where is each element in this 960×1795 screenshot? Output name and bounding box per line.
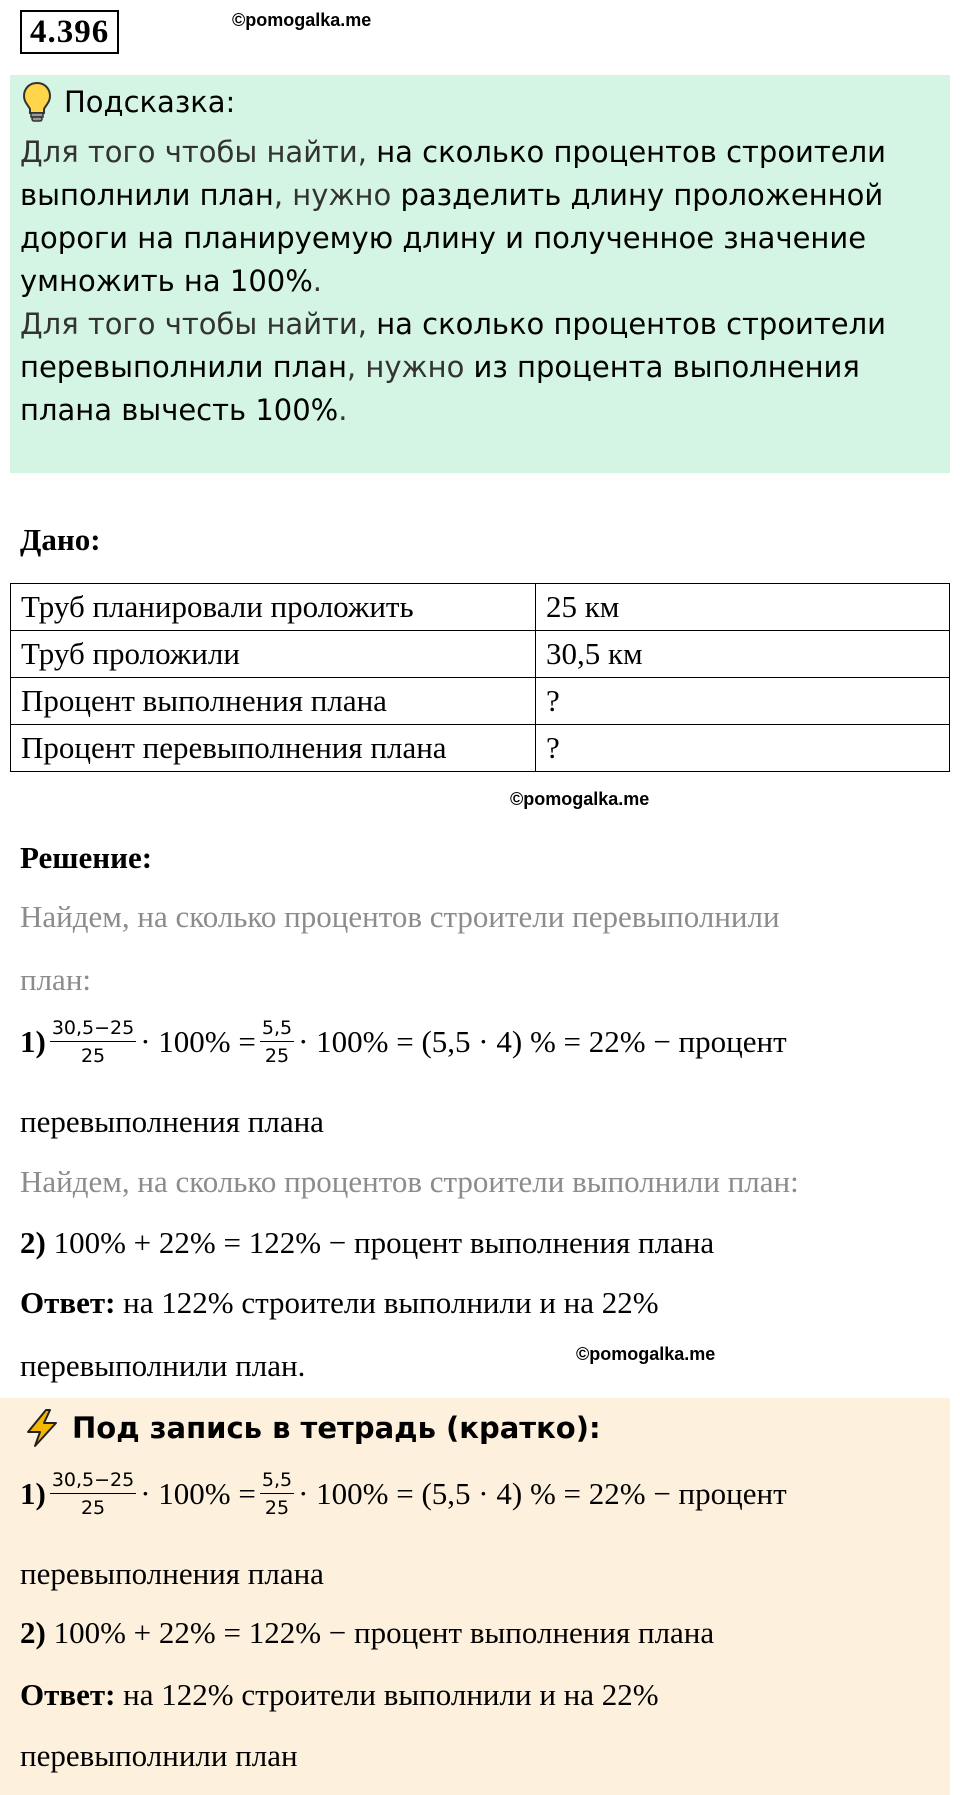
hint-p2-a: Для того чтобы найти, [20,307,377,341]
answer-text: на 122% строители выполнили и на 22% [123,1285,659,1320]
fraction-numerator: 30,5−25 [50,1017,136,1042]
solution-step-1-cont: перевыполнения плана [20,1104,324,1139]
short-answer-cont: перевыполнили план [20,1738,298,1773]
fraction-denominator: 25 [80,1497,106,1519]
given-value: ? [536,678,950,725]
given-value: 30,5 км [536,631,950,678]
given-table [10,583,950,772]
solution-intro-1: Найдем, на сколько процентов строители перевыполнили [20,899,780,934]
hint-p2-e: . [338,393,348,427]
fraction-numerator: 30,5−25 [50,1469,136,1494]
short-record-title [22,1408,601,1448]
watermark: ©pomogalka.me [232,10,372,30]
hint-p2-c: , нужно [346,350,474,384]
table-row [11,725,950,772]
hint-p2-d: из процента выполнения плана вычесть 100% [20,350,860,427]
short-answer [20,1677,659,1713]
watermark: ©pomogalka.me [510,789,650,809]
given-label: Процент перевыполнения плана [11,725,536,772]
given-value: 25 км [536,584,950,631]
solution-answer [20,1285,659,1321]
step-1-rest: · 100% = (5,5 · 4) % = 22% − процент [298,1476,787,1511]
short-step-1 [20,1469,787,1519]
solution-title: Решение: [20,840,153,875]
hint-text [20,131,945,432]
step-1-mid: · 100% = [140,1476,256,1511]
hint-p1-d: разделить длину проложенной дороги на планируемую длину и полученное значение умножить на 100% [20,178,884,298]
given-label: Процент выполнения плана [11,678,536,725]
short-record-box [0,1398,950,1795]
short-record-title-text: Под запись в тетрадь (кратко): [72,1411,601,1445]
table-row [11,678,950,725]
given-title: Дано: [20,522,101,557]
short-step-1-cont: перевыполнения плана [20,1556,324,1591]
hint-p2-b: на сколько процентов строители перевыполнили план [20,307,887,384]
short-step-2 [20,1615,714,1651]
step-1-mid: · 100% = [140,1024,256,1059]
lightbulb-icon [22,81,52,123]
solution-step-1 [20,1017,787,1067]
step-number: 2) [20,1225,46,1260]
fraction-numerator: 5,5 [260,1017,294,1042]
answer-label: Ответ: [20,1285,116,1320]
hint-p1-a: Для того чтобы найти, [20,135,377,169]
lightning-icon [22,1408,62,1448]
given-label: Труб планировали проложить [11,584,536,631]
fraction-denominator: 25 [264,1045,290,1067]
hint-p1-b: на сколько процентов строители выполнили план [20,135,887,212]
fraction [50,1469,136,1519]
table-row [11,584,950,631]
step-1-rest: · 100% = (5,5 · 4) % = 22% − процент [298,1024,787,1059]
solution-step-2 [20,1225,714,1261]
watermark: ©pomogalka.me [576,1344,716,1364]
fraction-denominator: 25 [264,1497,290,1519]
fraction-numerator: 5,5 [260,1469,294,1494]
hint-title [22,81,235,123]
given-value: ? [536,725,950,772]
solution-answer-cont: перевыполнили план. [20,1348,306,1383]
solution-intro-1-cont: план: [20,962,92,997]
problem-number: 4.396 [20,10,119,54]
fraction [50,1017,136,1067]
step-number: 1) [20,1476,46,1511]
fraction [260,1469,294,1519]
hint-title-text: Подсказка: [64,85,236,119]
table-row [11,631,950,678]
step-2-text: 100% + 22% = 122% − процент выполнения плана [53,1225,715,1260]
fraction [260,1017,294,1067]
step-number: 1) [20,1024,46,1059]
step-2-text: 100% + 22% = 122% − процент выполнения плана [53,1615,715,1650]
solution-intro-2: Найдем, на сколько процентов строители выполнили план: [20,1164,799,1199]
hint-p1-e: . [312,264,322,298]
hint-p1-c: , нужно [273,178,401,212]
given-label: Труб проложили [11,631,536,678]
answer-label: Ответ: [20,1677,116,1712]
hint-box [10,75,950,473]
fraction-denominator: 25 [80,1045,106,1067]
step-number: 2) [20,1615,46,1650]
answer-text: на 122% строители выполнили и на 22% [123,1677,659,1712]
